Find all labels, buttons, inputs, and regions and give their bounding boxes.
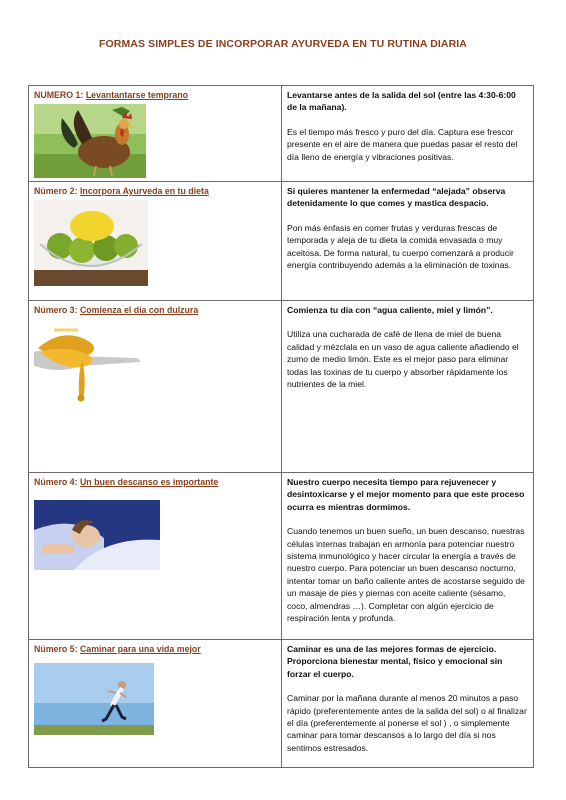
tip-number: Número 3: xyxy=(34,305,80,315)
tip-body: Caminar por la mañana durante al menos 20 minutos a paso rápido (preferentemente antes de la salida del sol) o al finalizar el día (preferentemente al ponerse el sol ) , o simplemente caminar para tomar descansos a lo largo del día si nos sentimos estresados. xyxy=(287,693,527,753)
tip-body: Pon más énfasis en comer frutas y verduras frescas de temporada y aleja de tu dieta la comida envasada o muy aceitosa. De forma natural, tu cuerpo comenzará a producir energía contribuyendo además a la eliminación de toxinas. xyxy=(287,222,514,271)
tip-body: Cuando tenemos un buen sueño, un buen descanso, nuestras células internas trabajan en armonía para potenciar nuestro sistema inmunológico y hacer circular la energía a través de nuestro cuerpo. Para potenciar un buen descanso nocturno, intentar tomar un baño caliente antes de acostarse seguido de un masaje de pies y piernas con aceite caliente (sésamo, coco, almendras …). Completar con algún ejercicio de respiración lenta y profunda. xyxy=(287,526,525,624)
honey-spoon-image xyxy=(34,322,146,408)
tip-link[interactable]: Levantantarse temprano xyxy=(85,90,188,100)
tip-lead: Caminar es una de las mejores formas de ejercicio. Proporciona bienestar mental, físico y emocional sin forzar el cuerpo. xyxy=(287,644,503,679)
description-cell xyxy=(282,473,534,640)
tip-cell xyxy=(29,182,282,301)
table-row xyxy=(29,182,534,301)
rooster-image xyxy=(34,104,146,178)
tip-lead: Levantarse antes de la salida del sol (entre las 4:30-6:00 de la mañana). xyxy=(287,90,516,113)
tip-body: Utiliza una cucharada de café de llena de miel de buena calidad y mézclala en un vaso de agua caliente añadiendo el zumo de medio limón. Este es el mejor paso para eliminar todas las toxinas de tu cuerpo y absorber rápidamente los nutrientes de la miel. xyxy=(287,329,519,390)
table-row xyxy=(29,473,534,640)
sleeping-woman-image xyxy=(34,500,160,570)
tip-number: Número 5: xyxy=(34,644,80,654)
tip-number: Número 4: xyxy=(34,477,80,487)
table-row xyxy=(29,301,534,473)
table-row xyxy=(29,86,534,182)
tip-cell xyxy=(29,473,282,640)
tip-body: Es el tiempo más fresco y puro del día. Captura ese frescor presente en el aire de manera que puedas pasar el resto del día lleno de energía y vibraciones positivas. xyxy=(287,126,518,162)
walking-woman-image xyxy=(34,663,154,735)
tip-link[interactable]: Un buen descanso es importante xyxy=(79,477,219,487)
tip-link[interactable]: Incorpora Ayurveda en tu dieta xyxy=(79,186,209,196)
tip-cell xyxy=(29,640,282,768)
description-cell xyxy=(282,182,534,301)
tip-lead: Si quieres mantener la enfermedad “alejada” observa detenidamente lo que comes y mastica despacio. xyxy=(287,186,506,209)
tip-number: Número 2: xyxy=(34,186,80,196)
tip-link[interactable]: Comienza el día con dulzura xyxy=(79,305,199,315)
tip-number: NUMERO 1: xyxy=(34,90,86,100)
description-cell xyxy=(282,86,534,182)
citrus-bowl-image xyxy=(34,200,148,286)
tip-link[interactable]: Caminar para una vida mejor xyxy=(79,644,201,654)
routine-table xyxy=(28,85,534,768)
page-title: FORMAS SIMPLES DE INCORPORAR AYURVEDA EN TU RUTINA DIARIA xyxy=(99,38,467,50)
tip-lead: Nuestro cuerpo necesita tiempo para rejuvenecer y desintoxicarse y el mejor momento para que este proceso ocurra es mientras dormimos. xyxy=(287,477,525,512)
description-cell xyxy=(282,301,534,473)
tip-lead: Comienza tu día con “agua caliente, miel y limón”. xyxy=(287,305,493,315)
tip-cell xyxy=(29,301,282,473)
table-row xyxy=(29,640,534,768)
tip-cell xyxy=(29,86,282,182)
description-cell xyxy=(282,640,534,768)
